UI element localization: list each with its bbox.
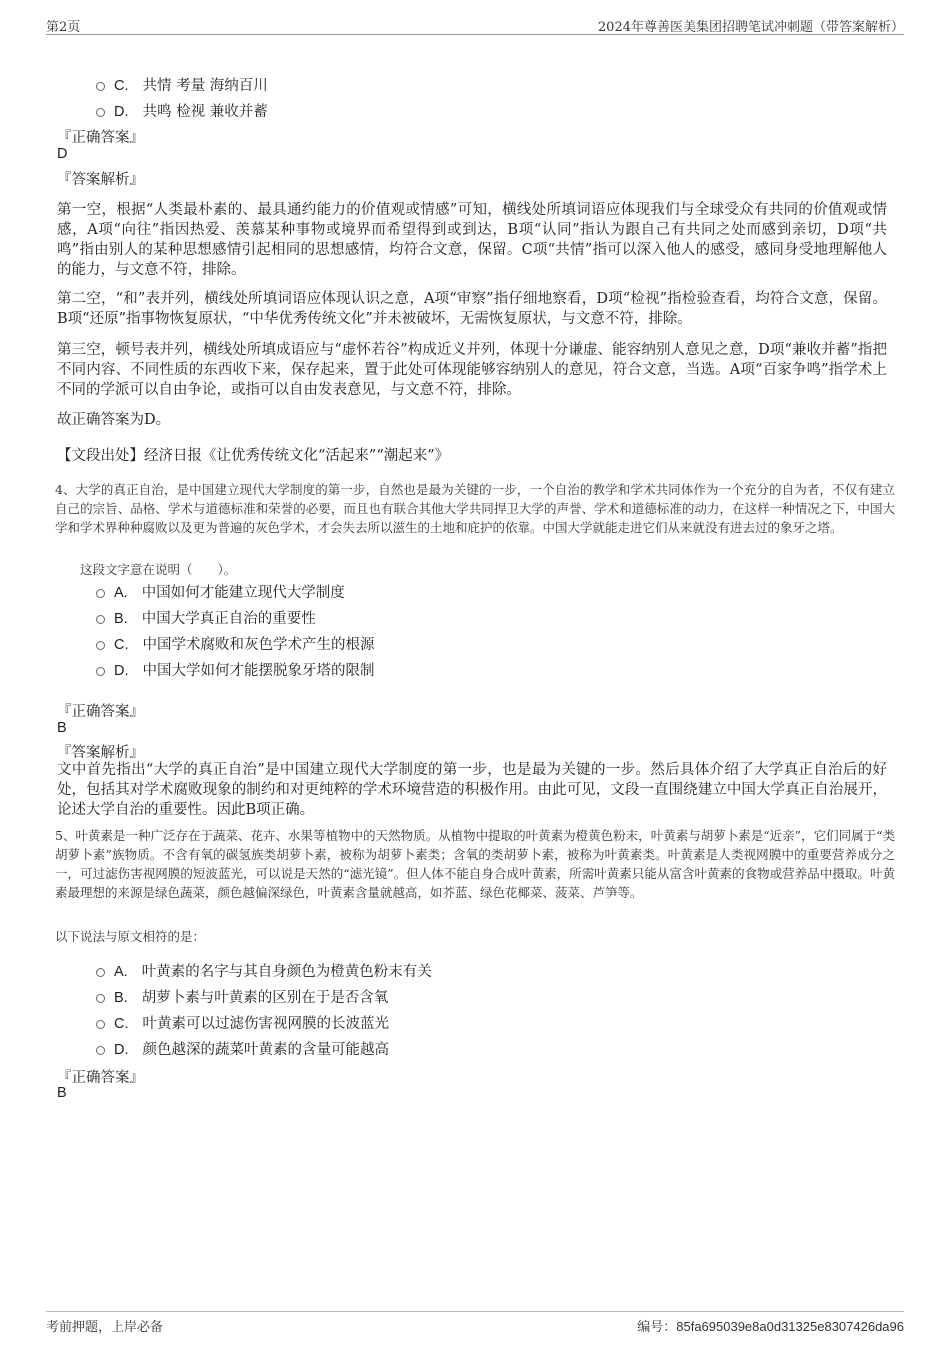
q4-analysis: 文中首先指出“大学的真正自治”是中国建立现代大学制度的第一步，也是最为关键的一步。然后具体介绍了大学真正自治后的好处，包括其对学术腐败现象的制约和对更纯粹的学术环境营造的积极作用。由此可见，文段一直围绕建立中国大学真正自治展开，论述大学自治的重要性。因此B项正确。 [57, 762, 887, 818]
radio-icon[interactable] [96, 994, 105, 1003]
q3-analysis-p3: 第三空，顿号表并列，横线处所填成语应与“虚怀若谷”构成近义并列，体现十分谦虚、能容纳别人意见之意，D项“兼收并蓄”指把不同内容、不同性质的东西收下来，保存起来，置于此处可体现能够容纳别人的意见，符合文意，当选。A项“百家争鸣”指学术上不同的学派可以自由争论，或指可以自由发表意见，与文意不符，排除。 [57, 342, 887, 398]
q3-option-c[interactable]: C. 共情 考量 海纳百川 [96, 74, 268, 95]
q5-answer-label: 『正确答案』 [57, 1070, 144, 1086]
q5-option-d[interactable]: D. 颜色越深的蔬菜叶黄素的含量可能越高 [96, 1038, 389, 1059]
q3-analysis-p2: 第二空，“和”表并列，横线处所填词语应体现认识之意，A项“审察”指仔细地察看，D项“检视”指检验查看，均符合文意，保留。B项“还原”指事物恢复原状，“中华优秀传统文化”并未被破坏，无需恢复原状，与文意不符，排除。 [57, 291, 887, 327]
radio-icon[interactable] [96, 641, 105, 650]
radio-icon[interactable] [96, 667, 105, 676]
q5-stem: 5、叶黄素是一种广泛存在于蔬菜、花卉、水果等植物中的天然物质。从植物中提取的叶黄素为橙黄色粉末，叶黄素与胡萝卜素是“近亲”，它们同属于“类胡萝卜素”族物质。不含有氧的碳氢族类胡萝卜素，被称为胡萝卜素类；含氧的类胡萝卜素，被称为叶黄素类。叶黄素是人类视网膜中的重要营养成分之一，可过滤伤害视网膜的短波蓝光，可以说是天然的“滤光镜”。但人体不能自身合成叶黄素，所需叶黄素只能从富含叶黄素的食物或营养品中摄取。叶黄素最理想的来源是绿色蔬菜，颜色越偏深绿色，叶黄素含量就越高，如芥蓝、绿色花椰菜、菠菜、芦笋等。 [55, 828, 895, 900]
q3-analysis-p1: 第一空，根据“人类最朴素的、最具通约能力的价值观或情感”可知，横线处所填词语应体现我们与全球受众有共同的价值观或情感，A项“向往”指因热爱、羡慕某种事物或境界而希望得到或到达，B项“认同”指认为跟自己有共同之处而感到亲切，D项“共鸣”指由别人的某种思想感情引起相同的思想感情，均符合文意，保留。C项“共情”指可以深入他人的感受，感同身受地理解他人的能力，与文意不符，排除。 [57, 202, 887, 278]
q5-option-b[interactable]: B. 胡萝卜素与叶黄素的区别在于是否含氧 [96, 986, 388, 1007]
radio-icon[interactable] [96, 1020, 105, 1029]
q3-option-d[interactable]: D. 共鸣 检视 兼收并蓄 [96, 100, 268, 121]
q4-answer: B [57, 720, 67, 736]
radio-icon[interactable] [96, 968, 105, 977]
document-code [637, 1316, 904, 1335]
q4-stem: 4、大学的真正自治，是中国建立现代大学制度的第一步，自然也是最为关键的一步，一个自治的教学和学术共同体作为一个充分的自为者，不仅有建立自己的宗旨、品格、学术与道德标准和荣誉的必要，而且也有联合其他大学共同捍卫大学的声誉、学术和道德标准的动力，在这样一种情况之下，中国大学和学术界种种腐败以及更为普遍的灰色学术，才会失去所以滋生的土地和庇护的依靠。中国大学就能走进它们从来就没有进去过的象牙之塔。 [55, 482, 895, 535]
page-footer [46, 1311, 904, 1334]
document-title: 2024年尊善医美集团招聘笔试冲刺题（带答案解析） [597, 20, 904, 35]
q5-answer: B [57, 1085, 67, 1101]
radio-icon[interactable] [96, 108, 105, 117]
page-number: 第2页 [46, 20, 81, 35]
q5-option-c[interactable]: C. 叶黄素可以过滤伤害视网膜的长波蓝光 [96, 1012, 389, 1033]
q4-answer-label: 『正确答案』 [57, 704, 144, 720]
footer-slogan: 考前押题，上岸必备 [46, 1320, 164, 1335]
q3-analysis-conclusion: 故正确答案为D。 [57, 412, 171, 428]
code-label: 编号： [637, 1319, 677, 1334]
q4-option-d[interactable]: D. 中国大学如何才能摆脱象牙塔的限制 [96, 659, 375, 680]
page-header [46, 14, 904, 35]
q5-option-a[interactable]: A. 叶黄素的名字与其自身颜色为橙黄色粉末有关 [96, 960, 432, 981]
radio-icon[interactable] [96, 615, 105, 624]
q3-answer-label: 『正确答案』 [57, 130, 144, 146]
q3-source: 【文段出处】经济日报《让优秀传统文化“活起来”“潮起来”》 [57, 448, 450, 464]
q5-question: 以下说法与原文相符的是： [55, 929, 206, 944]
q4-analysis-label: 『答案解析』 [57, 745, 144, 761]
radio-icon[interactable] [96, 589, 105, 598]
q4-option-a[interactable]: A. 中国如何才能建立现代大学制度 [96, 581, 345, 602]
q4-option-c[interactable]: C. 中国学术腐败和灰色学术产生的根源 [96, 633, 375, 654]
q3-analysis-label: 『答案解析』 [57, 172, 144, 188]
radio-icon[interactable] [96, 1046, 105, 1055]
radio-icon[interactable] [96, 82, 105, 91]
code-value: 85fa695039e8a0d31325e8307426da96 [676, 1319, 904, 1334]
q3-answer: D [57, 146, 68, 162]
q4-question: 这段文字意在说明（ ）。 [80, 562, 237, 577]
q4-option-b[interactable]: B. 中国大学真正自治的重要性 [96, 607, 316, 628]
